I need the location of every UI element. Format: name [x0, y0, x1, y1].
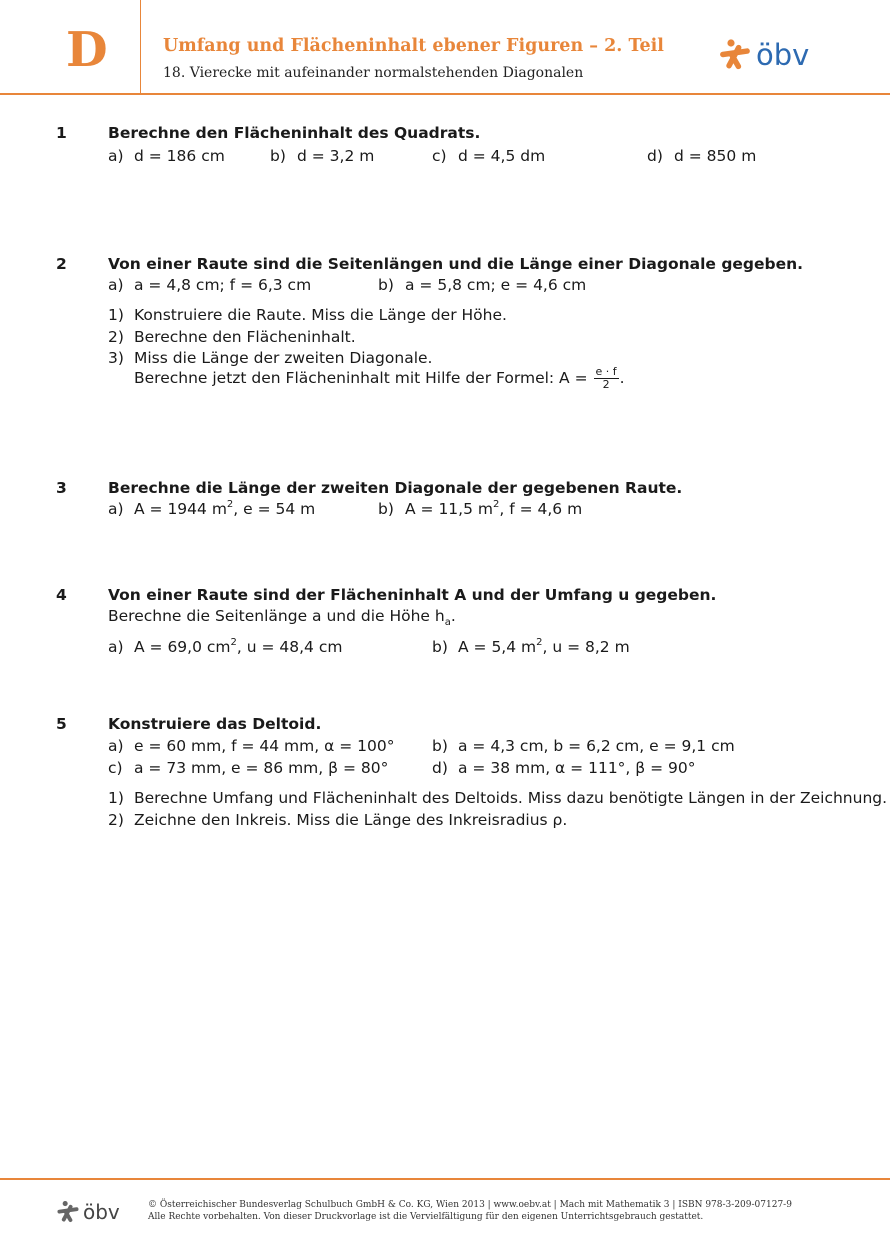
step-label: 3): [108, 349, 124, 367]
formula-end: .: [619, 369, 625, 388]
step-text: Zeichne den Inkreis. Miss die Länge des Inkreisradius ρ.: [134, 811, 568, 829]
task-number: 3: [56, 479, 67, 497]
item-label: b): [432, 737, 448, 755]
item-text: A = 11,5 $m^2$, f = 4,6 m: [405, 499, 583, 518]
item-text: d = 186 cm: [134, 147, 225, 165]
footer-logo: [56, 1200, 120, 1224]
item-label: c): [432, 147, 447, 165]
task-number: 1: [56, 124, 67, 142]
item-text: d = 850 m: [674, 147, 757, 165]
step-text: Miss die Länge der zweiten Diagonale.: [134, 349, 433, 367]
item-text: a = 5,8 cm; e = 4,6 cm: [405, 276, 587, 294]
item-text: d = 3,2 m: [297, 147, 375, 165]
header-rule: [0, 93, 890, 95]
chapter-badge: D: [66, 22, 108, 78]
item-label: a): [108, 737, 124, 755]
oebv-star-icon: [56, 1200, 80, 1224]
logo-wordmark: öbv: [756, 37, 810, 72]
step-label: 1): [108, 306, 124, 324]
item-text: a = 38 mm, α = 111°, β = 90°: [458, 759, 696, 777]
item-label: a): [108, 276, 124, 294]
task-question: Berechne die Länge der zweiten Diagonale der gegebenen Raute.: [108, 479, 683, 497]
footer-rule: [0, 1178, 890, 1180]
task-question: Berechne den Flächeninhalt des Quadrats.: [108, 124, 481, 142]
item-text: A = 1944 $m^2$, e = 54 m: [134, 499, 316, 518]
item-text: A = 5,4 $m^2$, u = 8,2 m: [458, 637, 630, 656]
fraction-denominator: 2: [602, 378, 610, 392]
item-label: a): [108, 638, 124, 656]
task-number: 2: [56, 255, 67, 273]
page-title: Umfang und Flächeninhalt ebener Figuren – 2. Teil: [163, 36, 664, 56]
header-divider: [140, 0, 141, 94]
item-label: a): [108, 500, 124, 518]
step-text: Berechne den Flächeninhalt.: [134, 328, 356, 346]
item-label: c): [108, 759, 123, 777]
fraction-numerator: e · f: [595, 365, 617, 378]
formula-text: Berechne jetzt den Flächeninhalt mit Hilfe der Formel: A =: [134, 369, 588, 388]
area-formula-fraction: [594, 366, 619, 391]
task-question: Von einer Raute sind die Seitenlängen und die Länge einer Diagonale gegeben.: [108, 255, 804, 273]
item-label: b): [432, 638, 448, 656]
item-label: b): [270, 147, 286, 165]
formula-line: [134, 366, 625, 391]
item-text: a = 73 mm, e = 86 mm, β = 80°: [134, 759, 389, 777]
task-number: 4: [56, 586, 67, 604]
item-label: d): [647, 147, 663, 165]
step-text: Konstruiere die Raute. Miss die Länge der Höhe.: [134, 306, 507, 324]
item-text: e = 60 mm, f = 44 mm, α = 100°: [134, 737, 395, 755]
step-label: 1): [108, 789, 124, 807]
task-instruction: Berechne die Seitenlänge a und die Höhe $h_a$.: [108, 607, 456, 628]
item-label: a): [108, 147, 124, 165]
item-text: a = 4,8 cm; f = 6,3 cm: [134, 276, 312, 294]
step-label: 2): [108, 811, 124, 829]
rights-line: Alle Rechte vorbehalten. Von dieser Druckvorlage ist die Vervielfältigung für den eigenen Unterrichtsgebrauch gestattet.: [148, 1212, 704, 1222]
step-label: 2): [108, 328, 124, 346]
step-text: Berechne Umfang und Flächeninhalt des Deltoids. Miss dazu benötigte Längen in der Zeichnung.: [134, 789, 888, 807]
page-subtitle: 18. Vierecke mit aufeinander normalstehenden Diagonalen: [163, 65, 584, 81]
item-label: b): [378, 276, 394, 294]
item-text: d = 4,5 dm: [458, 147, 546, 165]
oebv-star-icon: [718, 38, 752, 72]
task-question: Konstruiere das Deltoid.: [108, 715, 322, 733]
publisher-logo: [718, 38, 809, 72]
item-text: a = 4,3 cm, b = 6,2 cm, e = 9,1 cm: [458, 737, 735, 755]
copyright-line: © Österreichischer Bundesverlag Schulbuch GmbH & Co. KG, Wien 2013 | www.oebv.at | Mach mit Mathematik 3 | ISBN 978-3-209-07127-9: [148, 1200, 792, 1210]
task-question: Von einer Raute sind der Flächeninhalt A und der Umfang u gegeben.: [108, 586, 717, 604]
task-number: 5: [56, 715, 67, 733]
item-text: A = 69,0 $cm^2$, u = 48,4 cm: [134, 637, 343, 656]
item-label: d): [432, 759, 448, 777]
item-label: b): [378, 500, 394, 518]
logo-wordmark: öbv: [83, 1200, 120, 1224]
